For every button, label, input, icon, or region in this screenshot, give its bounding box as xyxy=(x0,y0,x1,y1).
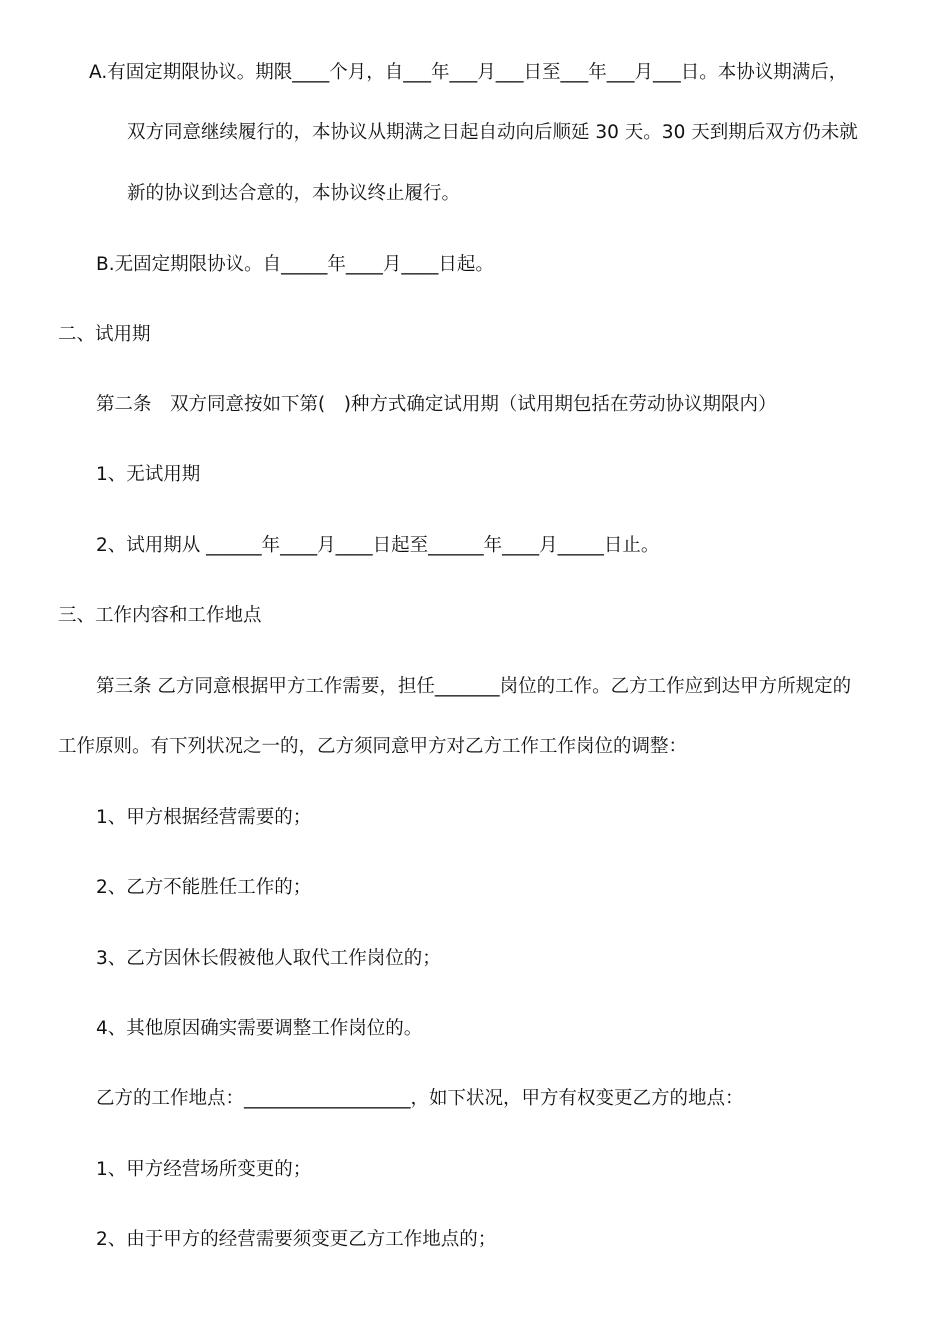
clause-option-a-line-3: 新的协议到达合意的，本协议终止履行。 xyxy=(127,183,461,204)
article-three-line-1: 第三条 乙方同意根据甲方工作需要，担任_______岗位的工作。乙方工作应到达甲方所规定的 xyxy=(96,676,852,697)
clause-option-b: B.无固定期限协议。自_____年____月____日起。 xyxy=(96,254,494,275)
probation-option-2: 2、试用期从 ______年____月____日起至______年____月_____日止。 xyxy=(96,535,660,556)
clause-option-a-line-1: A.有固定期限协议。期限____个月，自___年___月___日至___年___月___日。本协议期满后， xyxy=(89,62,848,83)
location-change-item-1: 1、甲方经营场所变更的； xyxy=(96,1159,312,1180)
article-two: 第二条 双方同意按如下第( )种方式确定试用期（试用期包括在劳动协议期限内） xyxy=(96,394,777,415)
adjustment-item-4: 4、其他原因确实需要调整工作岗位的。 xyxy=(96,1018,423,1039)
adjustment-item-1: 1、甲方根据经营需要的； xyxy=(96,807,312,828)
section-heading-work: 三、工作内容和工作地点 xyxy=(58,605,262,626)
clause-option-a-line-2: 双方同意继续履行的，本协议从期满之日起自动向后顺延 30 天。30 天到期后双方仍未就 xyxy=(127,122,858,143)
adjustment-item-2: 2、乙方不能胜任工作的； xyxy=(96,877,312,898)
location-change-item-2: 2、由于甲方的经营需要须变更乙方工作地点的； xyxy=(96,1229,497,1250)
section-heading-probation: 二、试用期 xyxy=(58,324,151,345)
probation-option-1: 1、无试用期 xyxy=(96,464,201,485)
article-three-line-2: 工作原则。有下列状况之一的，乙方须同意甲方对乙方工作工作岗位的调整： xyxy=(58,736,688,757)
work-location-line: 乙方的工作地点：__________________，如下状况，甲方有权变更乙方的地点： xyxy=(96,1088,744,1109)
adjustment-item-3: 3、乙方因休长假被他人取代工作岗位的； xyxy=(96,948,441,969)
